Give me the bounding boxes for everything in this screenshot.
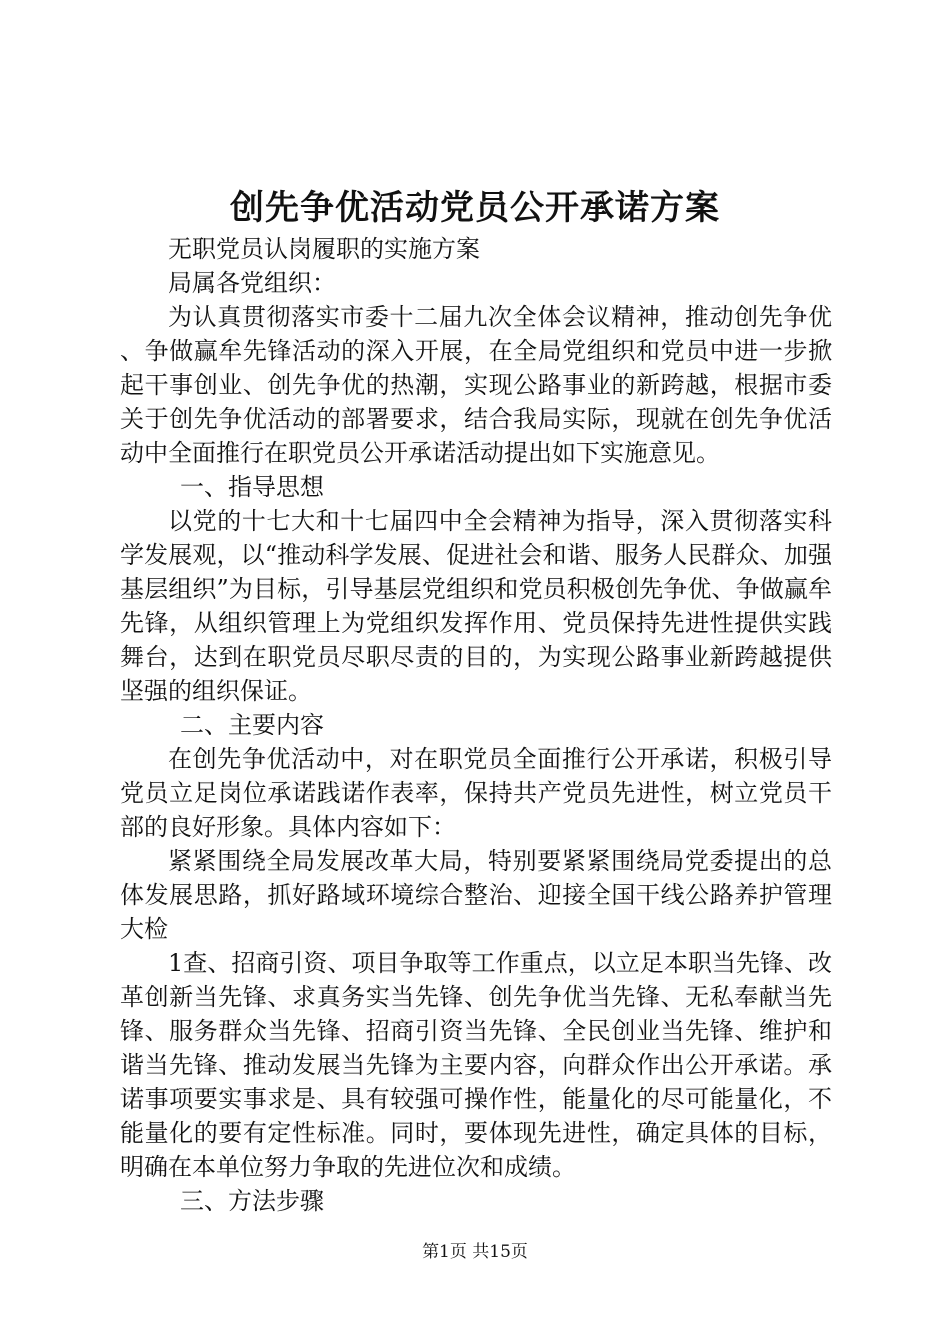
section-heading: 一、指导思想 [180,473,324,501]
section-heading: 二、主要内容 [180,711,324,739]
body-paragraph: 以党的十七大和十七届四中全会精神为指导，深入贯彻落实科学发展观，以“推动科学发展、促进社会和谐、服务人民群众、加强基层组织”为目标，引导基层党组织和党员积极创先争优、争做赢牟先锋，从组织管理上为党组织发挥作用、党员保持先进性提供实践舞台，达到在职党员尽职尽责的目的，为实现公路事业新跨越提供坚强的组织保证。 [120,507,832,705]
document-body [120,232,832,1218]
page-number-footer: 第1页 共15页 [422,1242,528,1262]
document-title: 创先争优活动党员公开承诺方案 [230,188,720,228]
body-paragraph: 为认真贯彻落实市委十二届九次全体会议精神，推动创先争优、争做赢牟先锋活动的深入开展，在全局党组织和党员中进一步掀起干事创业、创先争优的热潮，实现公路事业的新跨越，根据市委关于创先争优活动的部署要求，结合我局实际，现就在创先争优活动中全面推行在职党员公开承诺活动提出如下实施意见。 [120,303,832,467]
body-paragraph: 在创先争优活动中，对在职党员全面推行公开承诺，积极引导党员立足岗位承诺践诺作表率，保持共产党员先进性，树立党员干部的良好形象。具体内容如下： [120,745,832,841]
body-paragraph: 1查、招商引资、项目争取等工作重点，以立足本职当先锋、改革创新当先锋、求真务实当先锋、创先争优当先锋、无私奉献当先锋、服务群众当先锋、招商引资当先锋、全民创业当先锋、维护和谐当先锋、推动发展当先锋为主要内容，向群众作出公开承诺。承诺事项要实事求是、具有较强可操作性，能量化的尽可能量化，不能量化的要有定性标准。同时，要体现先进性，确定具体的目标，明确在本单位努力争取的先进位次和成绩。 [120,949,832,1181]
body-paragraph: 无职党员认岗履职的实施方案 [168,235,480,263]
section-heading: 三、方法步骤 [180,1187,324,1215]
body-paragraph: 局属各党组织： [168,269,336,297]
body-paragraph: 紧紧围绕全局发展改革大局，特别要紧紧围绕局党委提出的总体发展思路，抓好路域环境综合整治、迎接全国干线公路养护管理大检 [120,847,832,943]
